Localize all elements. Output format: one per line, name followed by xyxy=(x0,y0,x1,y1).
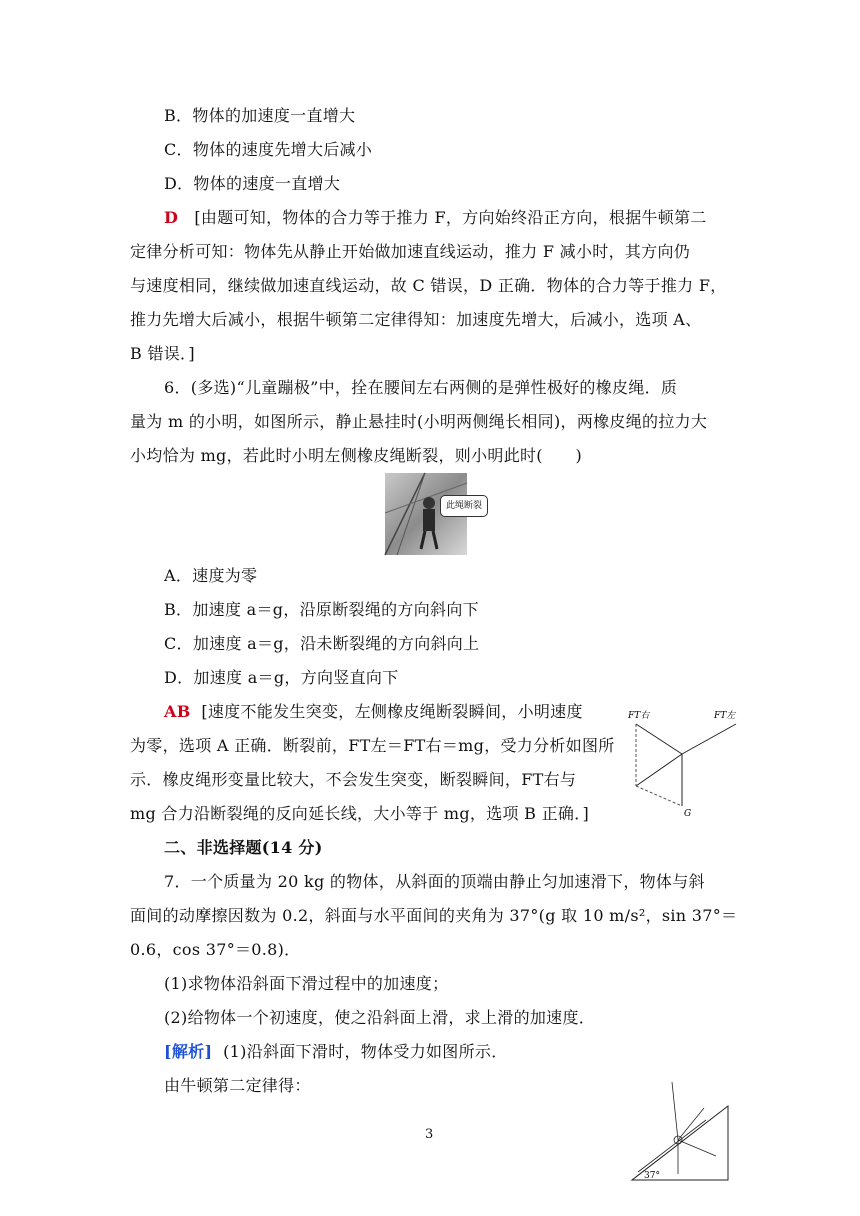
answer-q5-line3: 与速度相同，继续做加速直线运动，故 C 错误，D 正确．物体的合力等于推力 F， xyxy=(130,276,727,295)
answer-q6-line4: mg 合力沿断裂绳的反向延长线，大小等于 mg，选项 B 正确．] xyxy=(130,804,590,823)
option-d-q5: D．物体的速度一直增大 xyxy=(164,174,341,193)
answer-q5-line4: 推力先增大后减小，根据牛顿第二定律得知：加速度先增大，后减小，选项 A、 xyxy=(130,310,702,329)
ft-left-label: FT左 xyxy=(714,711,736,721)
ft-right-label: FT右 xyxy=(628,711,650,721)
answer-q6-line2: 为零，选项 A 正确．断裂前，FT左＝FT右＝mg，受力分析如图所 xyxy=(130,736,615,755)
q7-line2: 面间的动摩擦因数为 0.2，斜面与水平面间的夹角为 37°(g 取 10 m/s²，sin 37°＝ xyxy=(130,906,738,925)
option-c-q6: C．加速度 a＝g，沿未断裂绳的方向斜向上 xyxy=(164,634,480,653)
analysis-tag: [解析] xyxy=(164,1042,213,1061)
q6-line1: 6．(多选)“儿童蹦极”中，拴在腰间左右两侧的是弹性极好的橡皮绳．质 xyxy=(164,378,678,397)
bungee-photo xyxy=(385,473,482,555)
page-number: 3 xyxy=(425,1127,434,1142)
q6-line3: 小均恰为 mg，若此时小明左侧橡皮绳断裂，则小明此时( ) xyxy=(130,446,582,465)
option-b-q6: B．加速度 a＝g，沿原断裂绳的方向斜向下 xyxy=(164,600,479,619)
q7-part2: (2)给物体一个初速度，使之沿斜面上滑，求上滑的加速度． xyxy=(164,1008,596,1027)
answer-q5-line5: B 错误．] xyxy=(130,344,195,363)
option-c-q5: C．物体的速度先增大后减小 xyxy=(164,140,373,159)
option-b-q5: B．物体的加速度一直增大 xyxy=(164,106,356,125)
section-heading: 二、非选择题(14 分) xyxy=(164,838,323,857)
photo-callout: 此绳断裂 xyxy=(440,495,488,517)
analysis-text: (1)沿斜面下滑时，物体受力如图所示． xyxy=(223,1042,508,1061)
answer-text: [由题可知，物体的合力等于推力 F，方向始终沿正方向，根据牛顿第二 xyxy=(194,208,707,227)
answer-q5-line2: 定律分析可知：物体先从静止开始做加速直线运动，推力 F 减小时，其方向仍 xyxy=(130,242,691,261)
q7-newton: 由牛顿第二定律得： xyxy=(164,1076,311,1095)
answer-q6-text: [速度不能发生突变，左侧橡皮绳断裂瞬间，小明速度 xyxy=(201,702,583,721)
resultant-line xyxy=(636,754,682,786)
force-diagram-q6 xyxy=(626,706,746,824)
angle-label: 37° xyxy=(644,1171,660,1181)
ft-right-arrow xyxy=(636,724,682,754)
q7-line1: 7．一个质量为 20 kg 的物体，从斜面的顶端由静止匀加速滑下，物体与斜 xyxy=(164,872,705,891)
ft-left-arrow xyxy=(682,724,736,754)
incline-diagram-q7 xyxy=(628,1078,738,1184)
answer-q6-line1 xyxy=(164,702,583,722)
option-a-q6: A．速度为零 xyxy=(164,566,258,585)
answer-q5-line1 xyxy=(164,208,707,228)
option-d-q6: D．加速度 a＝g，方向竖直向下 xyxy=(164,668,399,687)
q6-line2: 量为 m 的小明，如图所示，静止悬挂时(小明两侧绳长相同)，两橡皮绳的拉力大 xyxy=(130,412,708,431)
answer-key-q6: AB xyxy=(164,702,191,721)
answer-q6-line3: 示．橡皮绳形变量比较大，不会发生突变，断裂瞬间，FT右与 xyxy=(130,770,577,789)
q7-analysis xyxy=(164,1042,508,1062)
g-label: G xyxy=(684,809,692,819)
answer-key: D xyxy=(164,208,179,227)
q7-line3: 0.6，cos 37°＝0.8)． xyxy=(130,940,301,959)
q7-part1: (1)求物体沿斜面下滑过程中的加速度； xyxy=(164,974,449,993)
